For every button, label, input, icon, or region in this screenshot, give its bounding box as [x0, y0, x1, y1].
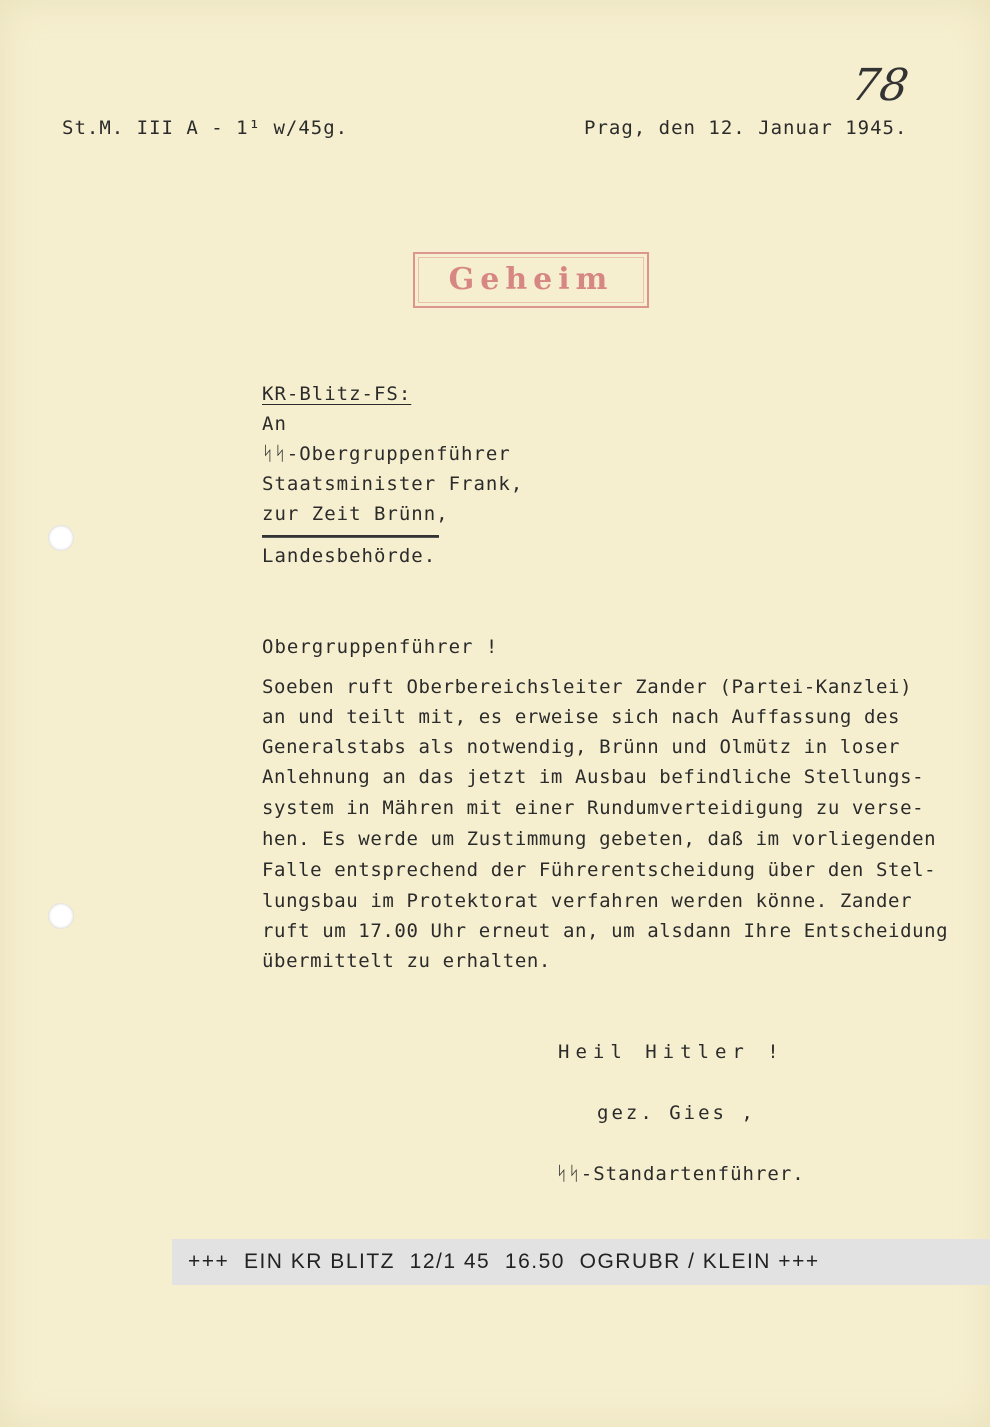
address-line-an: An	[262, 413, 287, 435]
body-line: Soeben ruft Oberbereichsleiter Zander (Partei-Kanzlei)	[262, 676, 913, 698]
punch-hole-bottom	[48, 903, 74, 929]
transmission-type: KR-Blitz-FS:	[262, 383, 412, 405]
body-line: Falle entsprechend der Führerentscheidung über den Stel-	[262, 859, 937, 881]
secret-stamp	[413, 252, 649, 308]
stamp-text: Geheim	[448, 262, 614, 297]
body-line: an und teilt mit, es erweise sich nach Auffassung des	[262, 706, 901, 728]
recipient-location: zur Zeit Brünn,	[262, 503, 449, 525]
body-line: Anlehnung an das jetzt im Ausbau befindliche Stellungs-	[262, 766, 925, 788]
stamp-border	[418, 257, 644, 303]
recipient-rank: ᛋᛋ-Obergruppenführer	[262, 443, 511, 465]
reference-number: St.M. III A - 1¹ w/45g.	[62, 117, 349, 139]
page-edge	[990, 0, 1000, 1427]
address-rule	[262, 535, 439, 538]
signer-rank: ᛋᛋ-Standartenführer.	[556, 1163, 805, 1185]
body-line: hen. Es werde um Zustimmung gebeten, daß im vorliegenden	[262, 828, 937, 850]
page-number: 78	[848, 60, 912, 111]
closing-greeting: Heil Hitler !	[558, 1041, 785, 1063]
place-date: Prag, den 12. Januar 1945.	[584, 117, 908, 139]
teletype-strip: +++ EIN KR BLITZ 12/1 45 16.50 OGRUBR / KLEIN +++	[172, 1239, 990, 1285]
body-line: übermittelt zu erhalten.	[262, 950, 551, 972]
body-line: ruft um 17.00 Uhr erneut an, um alsdann Ihre Entscheidung	[262, 920, 949, 942]
body-line: Generalstabs als notwendig, Brünn und Olmütz in loser	[262, 736, 901, 758]
signature-line: gez. Gies ,	[597, 1102, 756, 1124]
body-line: lungsbau im Protektorat verfahren werden könne. Zander	[262, 890, 913, 912]
punch-hole-top	[48, 525, 74, 551]
recipient-office: Landesbehörde.	[262, 545, 437, 567]
salutation: Obergruppenführer !	[262, 636, 499, 658]
recipient-name: Staatsminister Frank,	[262, 473, 524, 495]
body-line: system in Mähren mit einer Rundumverteidigung zu verse-	[262, 797, 925, 819]
